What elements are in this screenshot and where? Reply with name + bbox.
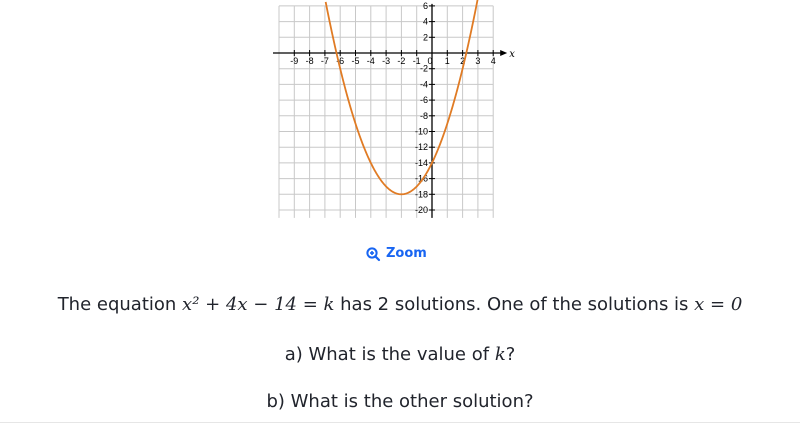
x-tick-label: -1: [412, 56, 421, 66]
y-tick-label: -8: [419, 110, 428, 121]
question-part-b: b) What is the other solution?: [266, 391, 534, 412]
y-tick-label: -4: [419, 79, 428, 90]
equation: x² + 4x − 14 = k: [182, 294, 335, 315]
y-tick-label: 4: [422, 16, 428, 27]
part-a-suffix: ?: [505, 344, 516, 365]
x-tick-label: 4: [490, 56, 496, 66]
x-tick-label: -2: [397, 56, 406, 66]
y-tick-label: -10: [414, 126, 428, 137]
parabola-graph: [284, 0, 515, 215]
question-part-a: [0, 344, 800, 365]
y-tick-label: -6: [419, 95, 428, 106]
zoom-button[interactable]: [366, 246, 427, 261]
zoom-in-icon: [366, 247, 380, 261]
y-tick-label: -20: [414, 205, 428, 215]
coordinate-plane: [284, 0, 515, 215]
part-a-prefix: a) What is the value of: [284, 344, 490, 365]
statement-intro: The equation: [57, 294, 177, 315]
x-tick-label: -6: [336, 56, 345, 66]
x-tick-label: -3: [382, 56, 391, 66]
x-tick-label: -8: [305, 56, 314, 66]
y-tick-label: 6: [422, 0, 428, 11]
x-axis-arrow: [500, 50, 507, 56]
question-statement: [0, 294, 800, 315]
y-tick-label: -18: [414, 189, 428, 200]
y-tick-label: -16: [414, 173, 428, 184]
x-tick-label: -9: [290, 56, 299, 66]
x-tick-label: 3: [475, 56, 481, 66]
zoom-label: Zoom: [386, 246, 427, 261]
y-tick-label: -2: [419, 63, 428, 74]
x-tick-label: 1: [444, 56, 450, 66]
x-tick-label: 2: [460, 56, 466, 66]
x-tick-label: -5: [351, 56, 360, 66]
x-axis-label: x: [509, 49, 515, 60]
y-tick-label: -12: [414, 142, 428, 153]
y-tick-label: 2: [422, 32, 428, 43]
statement-middle: has 2 solutions. One of the solutions is: [340, 294, 689, 315]
x-tick-label: -7: [320, 56, 329, 66]
y-tick-label: -14: [414, 157, 428, 168]
given-solution: x = 0: [694, 294, 743, 315]
part-a-variable: k: [494, 344, 506, 365]
divider: [0, 422, 800, 423]
x-tick-label: -4: [366, 56, 375, 66]
x-tick-label: 0: [427, 56, 433, 66]
